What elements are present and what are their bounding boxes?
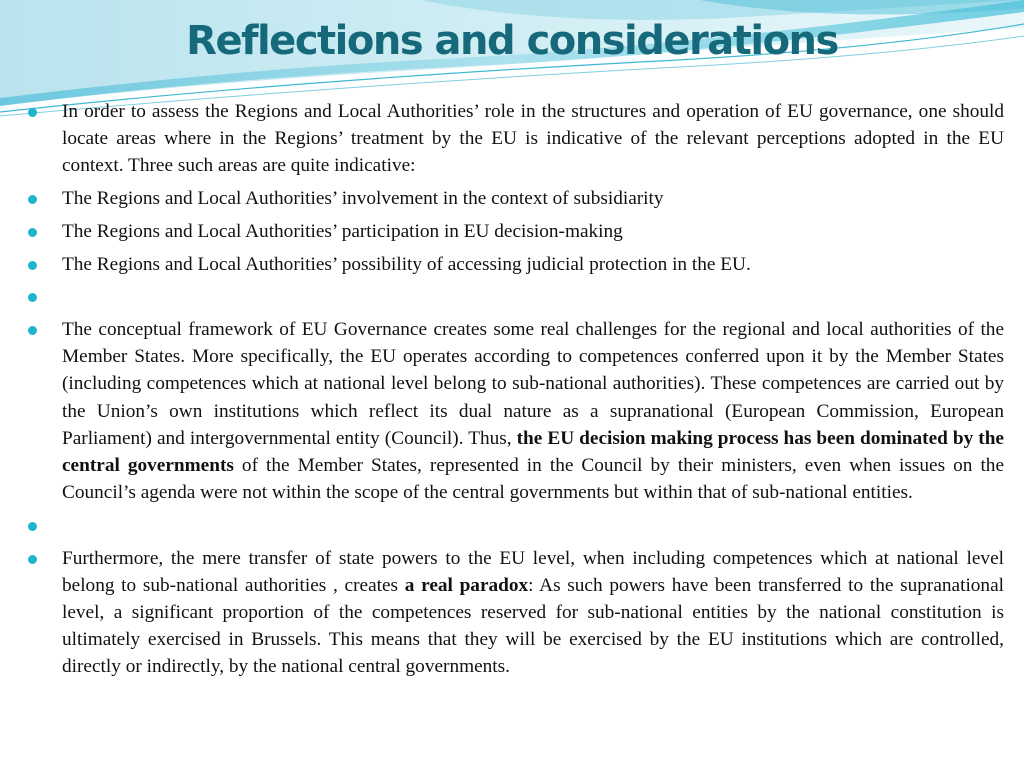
bullet-text-part: of the Member States, represented in the Council by their ministers, even when issues on the Council’s agenda were not within the scope of the central governments but within that of sub-national entities. [62,454,1004,504]
bullet-item [26,251,1004,278]
bullet-dot-icon [28,326,37,335]
bullet-text: The Regions and Local Authorities’ possibility of accessing judicial protection in the EU. [62,253,751,275]
bullet-item [26,218,1004,245]
empty-bullet-item [26,512,1004,539]
bullet-dot-icon [28,195,37,204]
bullet-item [26,316,1004,506]
bullet-text-part: Furthermore, the mere transfer of state powers to the EU level, when including competences which at national level belong to sub-national authorities , creates [62,547,1004,596]
bullet-dot-icon [28,261,37,270]
empty-bullet-item [26,283,1004,310]
bullet-item [26,98,1004,180]
bullet-text: The Regions and Local Authorities’ participation in EU decision-making [62,220,623,242]
bullet-text: The Regions and Local Authorities’ involvement in the context of subsidiarity [62,188,664,210]
bullet-text-part: : As such powers have been transferred to the supranational level, a significant proportion of the competences reserved for sub-national entities by the national constitution is ultimately exercised in Brussels. This means that they will be exercised by the EU institutions which are controlled, directly or indirectly, by the national central governments. [62,574,1004,678]
bullet-dot-icon [28,555,37,564]
bullet-item [26,545,1004,681]
bullet-item [26,185,1004,212]
bullet-dot-icon [28,108,37,117]
bullet-text: In order to assess the Regions and Local Authorities’ role in the structures and operation of EU governance, one should locate areas where in the Regions’ treatment by the EU is indicative of the relevant perceptions adopted in the EU context. Three such areas are quite indicative: [62,101,1004,177]
bullet-dot-icon [28,293,37,302]
bullet-text-part: The conceptual framework of EU Governance creates some real challenges for the regional and local authorities of the Member States. More specifically, the EU operates according to competences conferred upon it by the Member States (including competences which at national level belong to sub-national authorities). These competences are carried out by the Union’s own institutions which reflect its dual nature as a supranational (European Commission, European Parliament) and intergovernmental entity (Council). Thus, [62,318,1004,449]
bullet-dot-icon [28,522,37,531]
bullet-list [26,98,1004,681]
emphasis-text: a real paradox [404,574,529,596]
bullet-dot-icon [28,228,37,237]
slide-title: Reflections and considerations [186,18,838,64]
emphasis-text: the EU decision making process has been dominated by the central governments [62,427,1004,476]
